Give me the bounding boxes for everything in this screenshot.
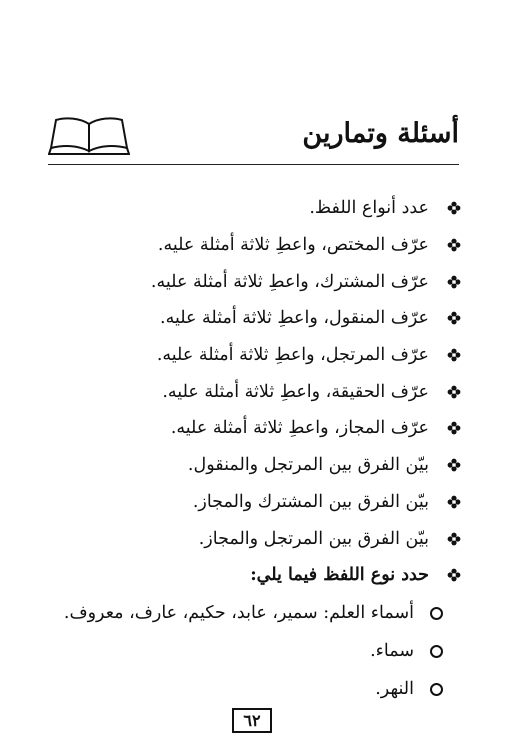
list-item — [41, 300, 461, 337]
flower-bullet-icon — [447, 458, 461, 472]
list-item — [41, 190, 461, 227]
flower-bullet-icon — [447, 568, 461, 582]
sub-items-list — [13, 594, 443, 708]
page-title: أسئلة وتمارين — [302, 118, 459, 149]
circle-bullet-icon — [430, 683, 443, 696]
list-item — [41, 484, 461, 521]
flower-bullet-icon — [447, 275, 461, 289]
list-item — [41, 520, 461, 557]
question-text: عدد أنواع اللفظ. — [309, 198, 429, 219]
question-text: عرّف المجاز، واعطِ ثلاثة أمثلة عليه. — [170, 418, 429, 439]
question-text: حدد نوع اللفظ فيما يلي: — [250, 565, 429, 586]
question-text: بيّن الفرق بين المشترك والمجاز. — [192, 491, 429, 512]
circle-bullet-icon — [430, 607, 443, 620]
open-book-icon — [48, 112, 130, 156]
list-item — [13, 632, 443, 670]
list-item — [41, 410, 461, 447]
question-text: بيّن الفرق بين المرتجل والمجاز. — [198, 528, 429, 549]
list-item — [13, 594, 443, 632]
question-text: عرّف المنقول، واعطِ ثلاثة أمثلة عليه. — [160, 308, 429, 329]
list-item — [41, 337, 461, 374]
header-divider — [48, 164, 459, 165]
page-header — [0, 0, 509, 175]
question-text: عرّف المختص، واعطِ ثلاثة أمثلة عليه. — [157, 235, 429, 256]
question-text: عرّف المرتجل، واعطِ ثلاثة أمثلة عليه. — [156, 345, 429, 366]
circle-bullet-icon — [430, 645, 443, 658]
page-number: ٦٢ — [232, 708, 272, 733]
question-text: بيّن الفرق بين المرتجل والمنقول. — [187, 455, 429, 476]
sub-item-text: النهر. — [375, 679, 414, 699]
flower-bullet-icon — [447, 311, 461, 325]
flower-bullet-icon — [447, 238, 461, 252]
questions-list — [41, 190, 461, 594]
list-item — [41, 447, 461, 484]
flower-bullet-icon — [447, 348, 461, 362]
list-item — [41, 227, 461, 264]
flower-bullet-icon — [447, 495, 461, 509]
flower-bullet-icon — [447, 532, 461, 546]
flower-bullet-icon — [447, 201, 461, 215]
sub-item-text: أسماء العلم: سمير، عابد، حكيم، عارف، معروف. — [63, 603, 414, 623]
flower-bullet-icon — [447, 385, 461, 399]
question-text: عرّف الحقيقة، واعطِ ثلاثة أمثلة عليه. — [162, 381, 429, 402]
list-item — [41, 373, 461, 410]
list-item — [41, 557, 461, 594]
flower-bullet-icon — [447, 421, 461, 435]
question-text: عرّف المشترك، واعطِ ثلاثة أمثلة عليه. — [150, 271, 429, 292]
sub-item-text: سماء. — [370, 641, 414, 661]
list-item — [41, 263, 461, 300]
list-item — [13, 670, 443, 708]
